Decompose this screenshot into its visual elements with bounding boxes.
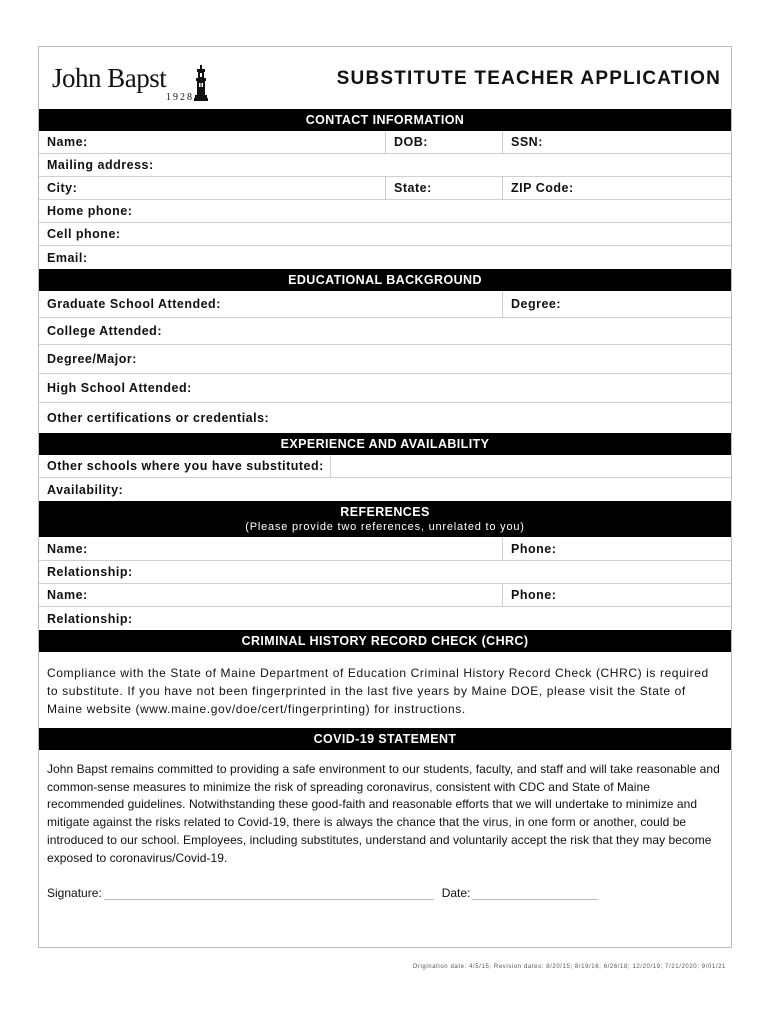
reference-2-row-name <box>39 584 731 607</box>
experience-section-heading: EXPERIENCE AND AVAILABILITY <box>39 433 731 455</box>
college-field[interactable]: College Attended: <box>47 324 162 338</box>
contact-row-email <box>39 246 731 269</box>
signature-line[interactable] <box>104 887 434 900</box>
form-title: SUBSTITUTE TEACHER APPLICATION <box>336 68 721 89</box>
education-row-major <box>39 345 731 374</box>
state-field[interactable]: State: <box>385 177 502 199</box>
other-schools-field[interactable] <box>39 455 731 477</box>
chrc-section-heading: CRIMINAL HISTORY RECORD CHECK (CHRC) <box>39 630 731 652</box>
other-schools-label: Other schools where you have substituted: <box>47 459 324 473</box>
mailing-address-field[interactable]: Mailing address: <box>47 158 154 172</box>
reference-2-relationship-field[interactable]: Relationship: <box>47 611 133 626</box>
reference-1-row-name <box>39 537 731 561</box>
covid-statement: John Bapst remains committed to providing a safe environment to our students, faculty, and staff and will take reasonable and common-sense measures to minimize the risk of spreading coronavirus, consistent with CDC and State of Maine recommended guidelines. Notwithstanding these good-faith and reasonable efforts that we will undertake to minimize and mitigate against the risks related to Covid-19, there is always the chance that the virus, in one form or another, could be introduced to our school. Employees, including substitutes, understand and voluntarily accept the risk that they may become exposed to coronavirus/Covid-19. <box>47 762 720 865</box>
cell-phone-field[interactable]: Cell phone: <box>47 227 121 241</box>
reference-1-row-relationship <box>39 561 731 584</box>
high-school-field[interactable]: High School Attended: <box>47 381 192 395</box>
logo-text: John Bapst <box>52 63 167 93</box>
email-field[interactable]: Email: <box>47 250 88 265</box>
logo-year: 1928 <box>166 92 194 103</box>
date-label: Date: <box>441 886 471 901</box>
form-header <box>39 47 731 109</box>
references-section-heading <box>39 501 731 537</box>
education-row-college <box>39 318 731 345</box>
education-row-high-school <box>39 374 731 403</box>
chrc-statement: Compliance with the State of Maine Department of Education Criminal History Record Check (CHRC) is required to substitute. If you have not been fingerprinted in the last five years by Maine DOE, please visit the State of Maine website (www.maine.gov/doe/cert/fingerprinting) for instructions. <box>47 666 709 716</box>
signature-label: Signature: <box>47 886 102 901</box>
name-field[interactable]: Name: <box>47 135 88 149</box>
other-certifications-field[interactable]: Other certifications or credentials: <box>47 411 270 425</box>
covid-section-heading: COVID-19 STATEMENT <box>39 728 731 750</box>
education-section-heading: EDUCATIONAL BACKGROUND <box>39 269 731 291</box>
signature-row <box>39 867 731 900</box>
contact-row-home-phone <box>39 200 731 223</box>
experience-row-schools <box>39 455 731 478</box>
revision-footer: Origination date: 4/5/15; Revision dates: 8/20/15; 8/19/16; 6/26/18; 12/20/19; 7/21/2020; 9/01/21 <box>412 964 726 970</box>
education-row-graduate <box>39 291 731 318</box>
availability-field[interactable]: Availability: <box>47 482 124 497</box>
reference-2-phone-field[interactable]: Phone: <box>502 584 731 606</box>
contact-row-mailing <box>39 154 731 177</box>
references-subtitle: (Please provide two references, unrelated to you) <box>245 521 525 533</box>
school-logo <box>52 63 212 105</box>
contact-row-name <box>39 131 731 154</box>
reference-1-phone-field[interactable]: Phone: <box>502 537 731 560</box>
zip-code-field[interactable]: ZIP Code: <box>502 177 731 199</box>
date-field[interactable] <box>442 886 599 900</box>
reference-1-relationship-field[interactable]: Relationship: <box>47 565 133 579</box>
reference-2-name-field[interactable]: Name: <box>47 588 88 602</box>
signature-field[interactable] <box>47 886 434 900</box>
contact-row-city <box>39 177 731 200</box>
city-field[interactable]: City: <box>47 181 78 195</box>
tower-icon <box>194 65 208 101</box>
education-row-certs <box>39 403 731 433</box>
application-form <box>38 46 732 948</box>
contact-section-heading: CONTACT INFORMATION <box>39 109 731 131</box>
experience-row-availability <box>39 478 731 501</box>
degree-field[interactable]: Degree: <box>502 291 731 317</box>
reference-2-row-relationship <box>39 607 731 630</box>
graduate-school-field[interactable]: Graduate School Attended: <box>47 297 221 311</box>
reference-1-name-field[interactable]: Name: <box>47 541 88 556</box>
home-phone-field[interactable]: Home phone: <box>47 204 133 218</box>
degree-major-field[interactable]: Degree/Major: <box>47 352 137 366</box>
references-title: REFERENCES <box>340 505 430 519</box>
ssn-field[interactable]: SSN: <box>502 131 731 153</box>
dob-field[interactable]: DOB: <box>385 131 502 153</box>
date-line[interactable] <box>472 887 598 900</box>
other-schools-input-area[interactable] <box>330 455 731 477</box>
contact-row-cell-phone <box>39 223 731 246</box>
